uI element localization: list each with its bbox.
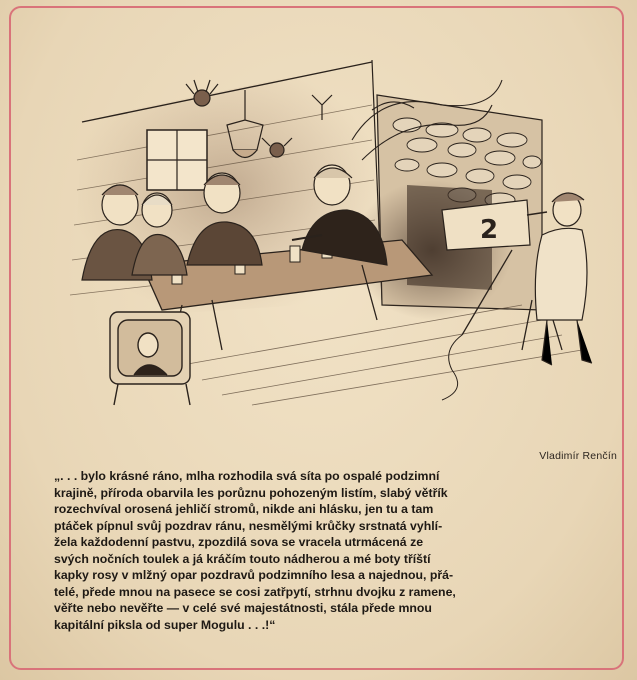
cabin-window xyxy=(147,130,207,190)
tv-set xyxy=(110,312,190,405)
caption-line: kapitální piksla od super Mogulu . . .!“ xyxy=(54,617,276,632)
caption-line: kapky rosy v mlžný opar pozdravů podzimního lesa a najednou, přá- xyxy=(54,568,454,582)
caption-line: svých nočních toulek a já kráčím touto nádherou a mé boty tříští xyxy=(54,551,431,566)
caption-line: „. . . bylo krásné ráno, mlha rozhodila svá síta po ospalé podzimní xyxy=(54,469,440,483)
artist-credit: Vladimír Renčín xyxy=(539,450,617,462)
camera-number-label: 2 xyxy=(480,215,499,245)
caption-line: žela každodenní pastvu, zpozdilá sova se vracela utrmácená ze xyxy=(54,535,424,549)
caption-line: telé, přede mnou na pasece se cosi zatřpytí, strhnu dvojku z ramene, xyxy=(54,584,456,599)
tv-cable xyxy=(442,335,462,400)
caption-line: ptáček pípnul svůj pozdrav ránu, nesmělými krůčky srstnatá vyhlí- xyxy=(54,518,443,533)
floor-boards xyxy=(182,305,582,405)
cartoon-illustration xyxy=(22,50,622,430)
caption-text xyxy=(54,468,614,633)
caption-line: rozechvíval orosená jehličí stromů, nikde ani hlásku, jen tu a tam xyxy=(54,502,434,516)
caption-line: krajině, příroda obarvila les porůznu pohozeným listím, slabý větřík xyxy=(54,485,448,500)
caption-line: věřte nebo nevěřte — v celé své majestátnosti, stála přede mnou xyxy=(54,601,432,615)
